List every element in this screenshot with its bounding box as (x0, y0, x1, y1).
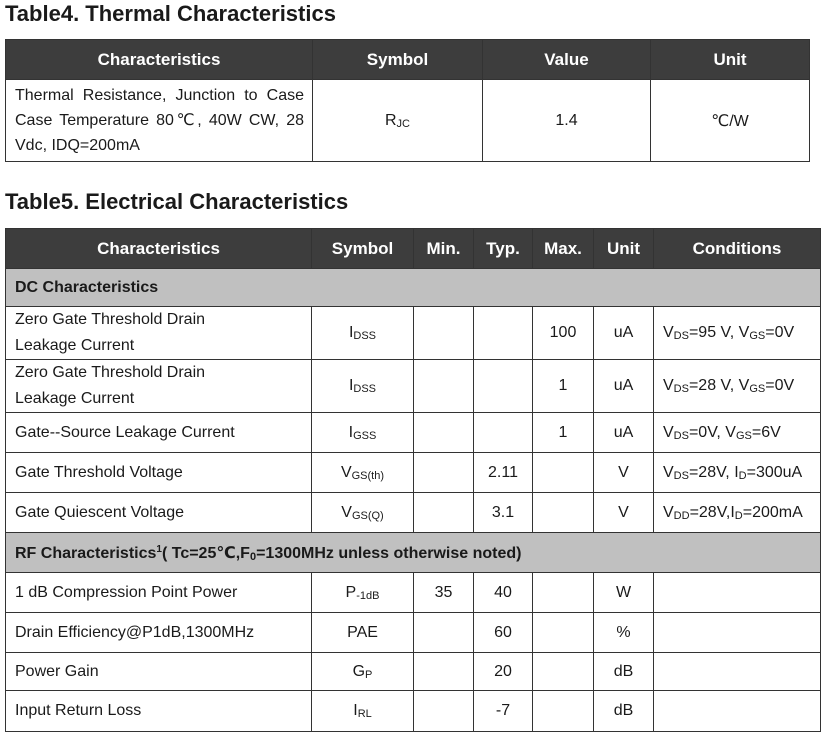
thermal-header-row (6, 40, 810, 80)
typ-cell (474, 413, 533, 453)
conditions-cell: $V_{DS}=28$ V, $V_{GS}=0V$ (654, 360, 821, 413)
symbol-cell: $P_{-1dB}$ (312, 573, 414, 613)
typ-cell: 40 (474, 573, 533, 613)
dc-section-row (6, 269, 821, 307)
table-row (6, 573, 821, 613)
symbol-cell: $I_{RL}$ (312, 691, 414, 732)
header-characteristics: Characteristics (6, 40, 313, 80)
conditions-cell (654, 653, 821, 691)
thermal-characteristic: Thermal Resistance, Junction to Case Case Temperature 80℃, 40W CW, 28 Vdc, IDQ=200mA (6, 80, 313, 162)
min-cell (414, 413, 474, 453)
table-row (6, 453, 821, 493)
max-cell (533, 573, 594, 613)
symbol-cell: $V_{GS(Q)}$ (312, 493, 414, 533)
typ-cell: 3.1 (474, 493, 533, 533)
table-row (6, 613, 821, 653)
table-row (6, 691, 821, 732)
characteristic-cell: Gate--Source Leakage Current (6, 413, 312, 453)
table-row (6, 413, 821, 453)
characteristic-cell: 1 dB Compression Point Power (6, 573, 312, 613)
conditions-cell: $V_{DS}=95$ V, $V_{GS}=0V$ (654, 307, 821, 360)
unit-cell: uA (594, 307, 654, 360)
unit-cell: V (594, 493, 654, 533)
header-unit: Unit (594, 229, 654, 269)
typ-cell: 20 (474, 653, 533, 691)
conditions-cell: $V_{DS}=28V$, $I_D=300uA$ (654, 453, 821, 493)
thermal-table (5, 39, 810, 162)
characteristic-cell: Power Gain (6, 653, 312, 691)
typ-cell (474, 360, 533, 413)
table4-title: Table4. Thermal Characteristics (5, 1, 336, 26)
max-cell (533, 613, 594, 653)
table5-title: Table5. Electrical Characteristics (5, 189, 349, 214)
electrical-header-row (6, 229, 821, 269)
conditions-cell (654, 691, 821, 732)
typ-cell: 60 (474, 613, 533, 653)
characteristic-cell: Zero Gate Threshold Drain Leakage Current (6, 307, 312, 360)
min-cell (414, 360, 474, 413)
conditions-cell (654, 573, 821, 613)
rf-section-row (6, 533, 821, 573)
dc-section-label: DC Characteristics (6, 269, 821, 307)
min-cell (414, 653, 474, 691)
min-cell: 35 (414, 573, 474, 613)
unit-cell: uA (594, 413, 654, 453)
table-row (6, 80, 810, 162)
symbol-cell: $I_{DSS}$ (312, 360, 414, 413)
max-cell: 1 (533, 360, 594, 413)
symbol-cell: $I_{GSS}$ (312, 413, 414, 453)
symbol-cell: $G_P$ (312, 653, 414, 691)
characteristic-cell: Input Return Loss (6, 691, 312, 732)
thermal-symbol: $R_{JC}$ (313, 80, 483, 162)
typ-cell: 2.11 (474, 453, 533, 493)
min-cell (414, 307, 474, 360)
symbol-cell: $V_{GS(th)}$ (312, 453, 414, 493)
conditions-cell: $V_{DD}=28V,I_D=200mA$ (654, 493, 821, 533)
max-cell (533, 453, 594, 493)
symbol-cell: PAE (312, 613, 414, 653)
typ-cell: -7 (474, 691, 533, 732)
max-cell (533, 691, 594, 732)
thermal-value: 1.4 (483, 80, 651, 162)
characteristic-cell: Drain Efficiency@P1dB,1300MHz (6, 613, 312, 653)
header-value: Value (483, 40, 651, 80)
header-characteristics: Characteristics (6, 229, 312, 269)
symbol-cell: $I_{DSS}$ (312, 307, 414, 360)
max-cell (533, 493, 594, 533)
table-row (6, 493, 821, 533)
characteristic-cell: Gate Quiescent Voltage (6, 493, 312, 533)
header-symbol: Symbol (312, 229, 414, 269)
table-row (6, 307, 821, 360)
characteristic-cell: Gate Threshold Voltage (6, 453, 312, 493)
header-unit: Unit (651, 40, 810, 80)
header-conditions: Conditions (654, 229, 821, 269)
max-cell (533, 653, 594, 691)
header-max: Max. (533, 229, 594, 269)
min-cell (414, 453, 474, 493)
rf-section-label: RF Characteristics$^1$( $Tc=25℃,F_0=1300MHz$ unless otherwise noted) (6, 533, 821, 573)
header-symbol: Symbol (313, 40, 483, 80)
min-cell (414, 493, 474, 533)
thermal-unit: ℃/W (651, 80, 810, 162)
conditions-cell (654, 613, 821, 653)
table-row (6, 653, 821, 691)
min-cell (414, 613, 474, 653)
unit-cell: V (594, 453, 654, 493)
max-cell: 100 (533, 307, 594, 360)
unit-cell: W (594, 573, 654, 613)
conditions-cell: $V_{DS}=0V$, $V_{GS}=6V$ (654, 413, 821, 453)
unit-cell: dB (594, 691, 654, 732)
header-min: Min. (414, 229, 474, 269)
unit-cell: % (594, 613, 654, 653)
min-cell (414, 691, 474, 732)
electrical-table (5, 228, 821, 732)
unit-cell: dB (594, 653, 654, 691)
table-row (6, 360, 821, 413)
max-cell: 1 (533, 413, 594, 453)
header-typ: Typ. (474, 229, 533, 269)
typ-cell (474, 307, 533, 360)
characteristic-cell: Zero Gate Threshold Drain Leakage Current (6, 360, 312, 413)
unit-cell: uA (594, 360, 654, 413)
